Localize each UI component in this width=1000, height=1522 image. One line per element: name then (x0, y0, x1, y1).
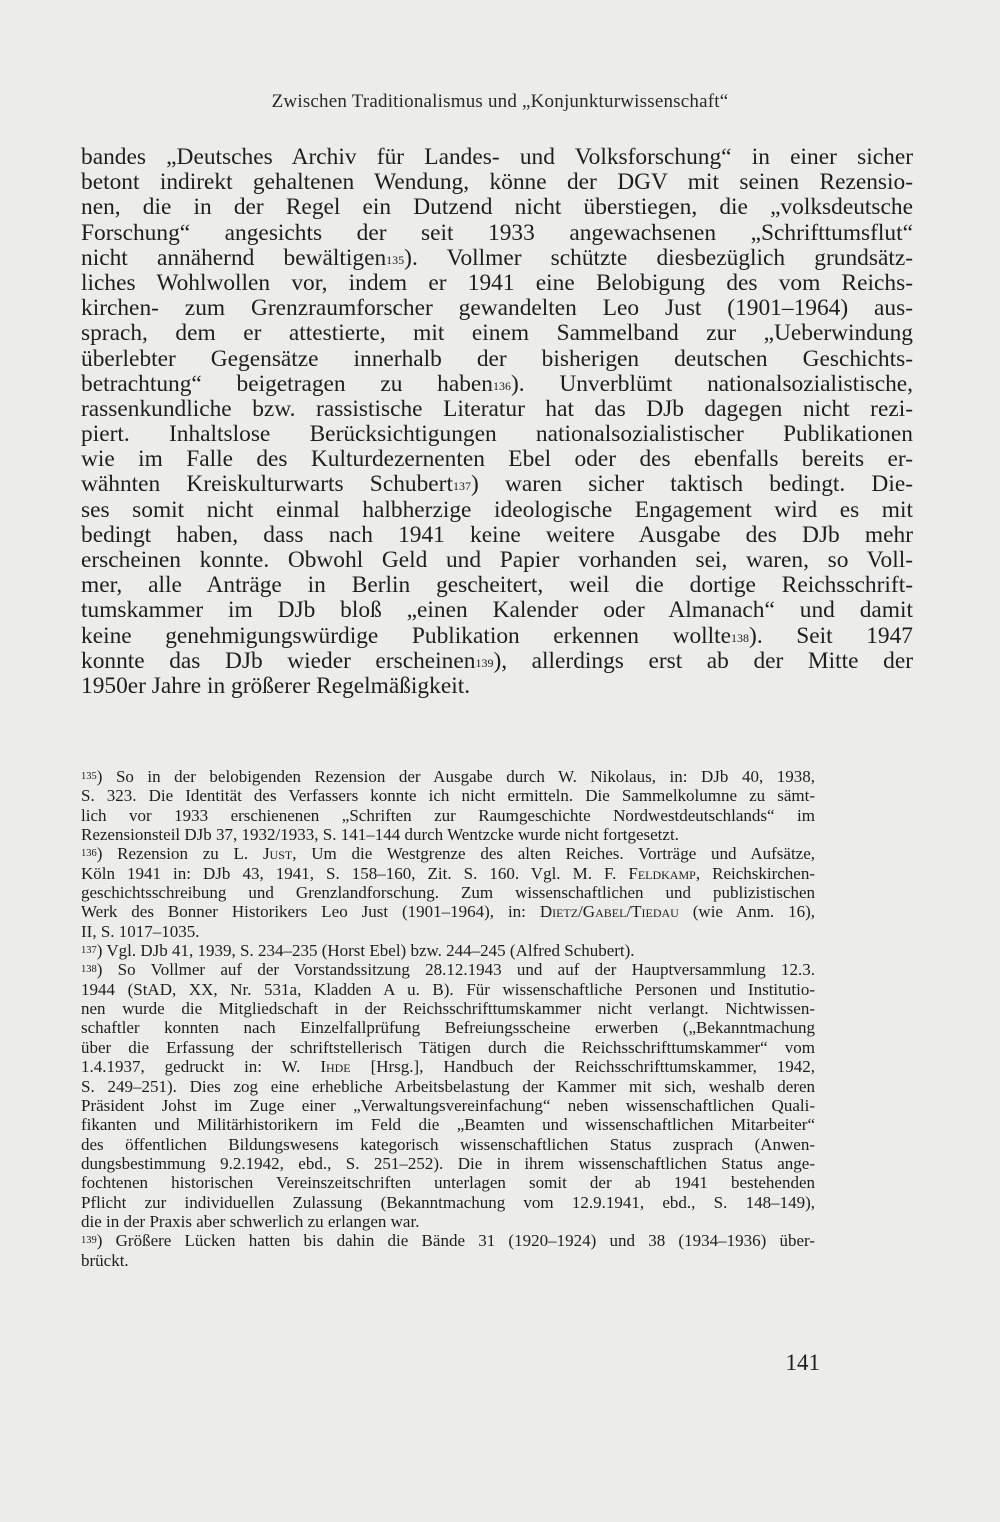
footnote-136-line: geschichtsschreibung und Grenzlandforschung. Zum wissenschaftlichen und publizistischen (81, 883, 815, 903)
body-line-text: ), allerdings erst ab der Mitte der (493, 647, 913, 674)
footnote-135-line: lich vor 1933 erschienenen „Schriften zur Raumgeschichte Nordwestdeutschlands“ im (81, 805, 815, 825)
body-line-text: betrachtung“ beigetragen zu haben (81, 370, 493, 397)
body-line (81, 649, 913, 674)
body-line-text: keine genehmigungswürdige Publikation erkennen wollte (81, 622, 732, 649)
body-line: rassenkundliche bzw. rassistische Literatur hat das DJb dagegen nicht rezi- (81, 395, 913, 422)
footnote-text: Werk des Bonner Historikers Leo Just (1901–1964), in: (81, 902, 540, 922)
body-line: erscheinen konnte. Obwohl Geld und Papier vorhanden sei, waren, so Voll- (81, 547, 913, 573)
footnote-138-line: Präsident Johst im Zuge einer „Verwaltungsvereinfachung“ neben wissenschaftlichen Quali- (81, 1095, 815, 1115)
footnote-138-line: S. 249–251). Dies zog eine erhebliche Arbeitsbelastung der Kammer mit sich, weshalb deren (81, 1076, 815, 1096)
footnote-text: ) Größere Lücken hatten bis dahin die Bände 31 (1920–1924) und 38 (1934–1936) über- (96, 1231, 815, 1251)
body-line: nen, die in der Regel ein Dutzend nicht überstiegen, die „volksdeutsche (81, 194, 913, 221)
main-text (81, 145, 913, 699)
footnote-136-line (81, 864, 815, 883)
body-line: betont indirekt gehaltenen Wendung, könne der DGV mit seinen Rezensio- (81, 169, 913, 196)
footnote-138-line: fochtenen historischen Vereinszeitschriften unterlagen somit der ab 1941 bestehenden (81, 1173, 815, 1193)
footnote-text: (wie Anm. 16), (678, 902, 815, 922)
footnote-136-line: II, S. 1017–1035. (81, 921, 200, 941)
body-line: ses somit nicht einmal halbherzige ideologische Engagement wird es mit (81, 496, 913, 523)
footnote-ref-136: 136 (492, 378, 511, 393)
footnote-138-line: schaftler konnten nach Einzelfallprüfung Befreiungsscheine erwerben („Bekanntmachung (81, 1018, 815, 1038)
body-line: wie im Falle des Kulturdezernenten Ebel oder des ebenfalls bereits er- (81, 446, 913, 473)
footnote-138-line (81, 960, 815, 979)
footnote-ref-135: 135 (386, 252, 405, 267)
footnote-text: 1.4.1937, gedruckt in: W. (81, 1057, 321, 1077)
footnote-number-136: 136 (81, 848, 97, 860)
body-line-text: wähnten Kreiskulturwarts Schubert (81, 471, 453, 498)
body-line: liches Wohlwollen vor, indem er 1941 eine Belobigung des vom Reichs- (81, 269, 913, 296)
footnote-ref-139: 139 (475, 655, 494, 670)
footnote-text: ) So in der belobigenden Rezension der Ausgabe durch W. Nikolaus, in: DJb 40, 1938, (96, 767, 815, 786)
footnote-138-line: des öffentlichen Bildungswesens kategorisch wissenschaftlichen Status zusprach (Anwen- (81, 1134, 815, 1154)
footnote-138-line: über die Erfassung der schriftstellerisch Tätigen durch die Reichsschrifttumskammer“ vom (81, 1037, 815, 1057)
body-line: 1950er Jahre in größerer Regelmäßigkeit. (81, 672, 471, 699)
footnote-138-line: 1944 (StAD, XX, Nr. 531a, Kladden A u. B). Für wissenschaftliche Personen und Institutio- (81, 979, 815, 999)
body-line: mer, alle Anträge in Berlin gescheitert, weil die dortige Reichsschrift- (81, 572, 913, 599)
footnote-135-line: Rezensionsteil DJb 37, 1932/1933, S. 141–144 durch Wentzcke wurde nicht fortgesetzt. (81, 825, 679, 845)
author-name: Just (262, 844, 293, 864)
body-line-text: ). Vollmer schützte diesbezüglich grundsätz- (404, 244, 913, 271)
body-line (81, 472, 913, 497)
body-line: kirchen- zum Grenzraumforscher gewandelten Leo Just (1901–1964) aus- (81, 295, 913, 322)
body-line (81, 246, 913, 271)
body-line-text: konnte das DJb wieder erscheinen (81, 647, 476, 674)
footnote-136-line (81, 844, 815, 863)
body-line: tumskammer im DJb bloß „einen Kalender oder Almanach“ und damit (81, 597, 913, 624)
footnotes (81, 767, 815, 1270)
footnote-138-line: Pflicht zur individuellen Zulassung (Bekanntmachung vom 12.9.1941, ebd., S. 148–149), (81, 1192, 815, 1212)
body-line: bandes „Deutsches Archiv für Landes- und Volksforschung“ in einer sicher (81, 144, 913, 170)
footnote-138-line: die in der Praxis aber schwerlich zu erlangen war. (81, 1211, 420, 1231)
footnote-number-135: 135 (81, 771, 97, 782)
body-line: Forschung“ angesichts der seit 1933 angewachsenen „Schrifttumsflut“ (81, 219, 913, 246)
footnote-number-138: 138 (81, 964, 97, 976)
body-line-text: ). Unverblümt nationalsozialistische, (510, 370, 914, 397)
footnote-text: ) So Vollmer auf der Vorstandssitzung 28.12.1943 und auf der Hauptversammlung 12.3. (96, 960, 815, 980)
body-line-text: ). Seit 1947 (749, 622, 913, 649)
footnote-138-line: dungsbestimmung 9.2.1942, ebd., S. 251–252). Die in ihrem wissenschaftlichen Status ange- (81, 1153, 815, 1173)
author-name: Dietz/Gabel/Tiedau (539, 902, 679, 922)
author-name: Ihde (320, 1057, 351, 1077)
footnote-number-139: 139 (81, 1235, 97, 1247)
footnote-ref-137: 137 (452, 479, 471, 494)
footnote-ref-138: 138 (731, 630, 750, 645)
footnote-139-line (81, 1231, 815, 1250)
footnote-137-line (81, 941, 815, 960)
footnote-138-line: fikanten und Militärhistorikern im Feld die „Beamten und wissenschaftlichen Mitarbeiter“ (81, 1115, 815, 1135)
footnote-text: , Reichskirchen- (695, 863, 816, 883)
running-head: Zwischen Traditionalismus und „Konjunkturwissenschaft“ (271, 91, 729, 112)
body-line: piert. Inhaltslose Berücksichtigungen nationalsozialistischer Publikationen (81, 421, 913, 448)
footnote-text: Köln 1941 in: DJb 43, 1941, S. 158–160, Zit. S. 160. Vgl. M. F. (81, 863, 629, 883)
footnote-135-line (81, 767, 815, 786)
body-line: sprach, dem er attestierte, mit einem Sammelband zur „Ueberwindung (81, 320, 913, 347)
body-line: bedingt haben, dass nach 1941 keine weitere Ausgabe des DJb mehr (81, 521, 913, 548)
footnote-139-line: brückt. (81, 1250, 129, 1270)
footnote-text: ) Rezension zu L. (96, 844, 263, 864)
footnote-138-line: nen wurde die Mitgliedschaft in der Reichsschrifttumskammer nicht verlangt. Nichtwissen- (81, 999, 815, 1019)
page-number: 141 (785, 1350, 820, 1375)
footnote-text: [Hrsg.], Handbuch der Reichsschrifttumskammer, 1942, (350, 1057, 815, 1077)
footnote-text: , Um die Westgrenze des alten Reiches. Vorträge und Aufsätze, (292, 844, 816, 864)
body-line-text: ) waren sicher taktisch bedingt. Die- (470, 471, 913, 498)
body-line-text: nicht annähernd bewältigen (81, 244, 387, 271)
footnote-135-line: S. 323. Die Identität des Verfassers konnte ich nicht ermitteln. Die Sammelkolumne zu sämt- (81, 786, 815, 806)
footnote-138-line (81, 1057, 815, 1076)
body-line (81, 372, 913, 397)
author-name: Feldkamp (628, 863, 696, 883)
footnote-136-line (81, 902, 815, 921)
footnote-text: ) Vgl. DJb 41, 1939, S. 234–235 (Horst Ebel) bzw. 244–245 (Alfred Schubert). (96, 941, 635, 961)
body-line (81, 624, 913, 649)
body-line: überlebter Gegensätze innerhalb der bisherigen deutschen Geschichts- (81, 345, 913, 372)
footnote-number-137: 137 (81, 945, 97, 957)
